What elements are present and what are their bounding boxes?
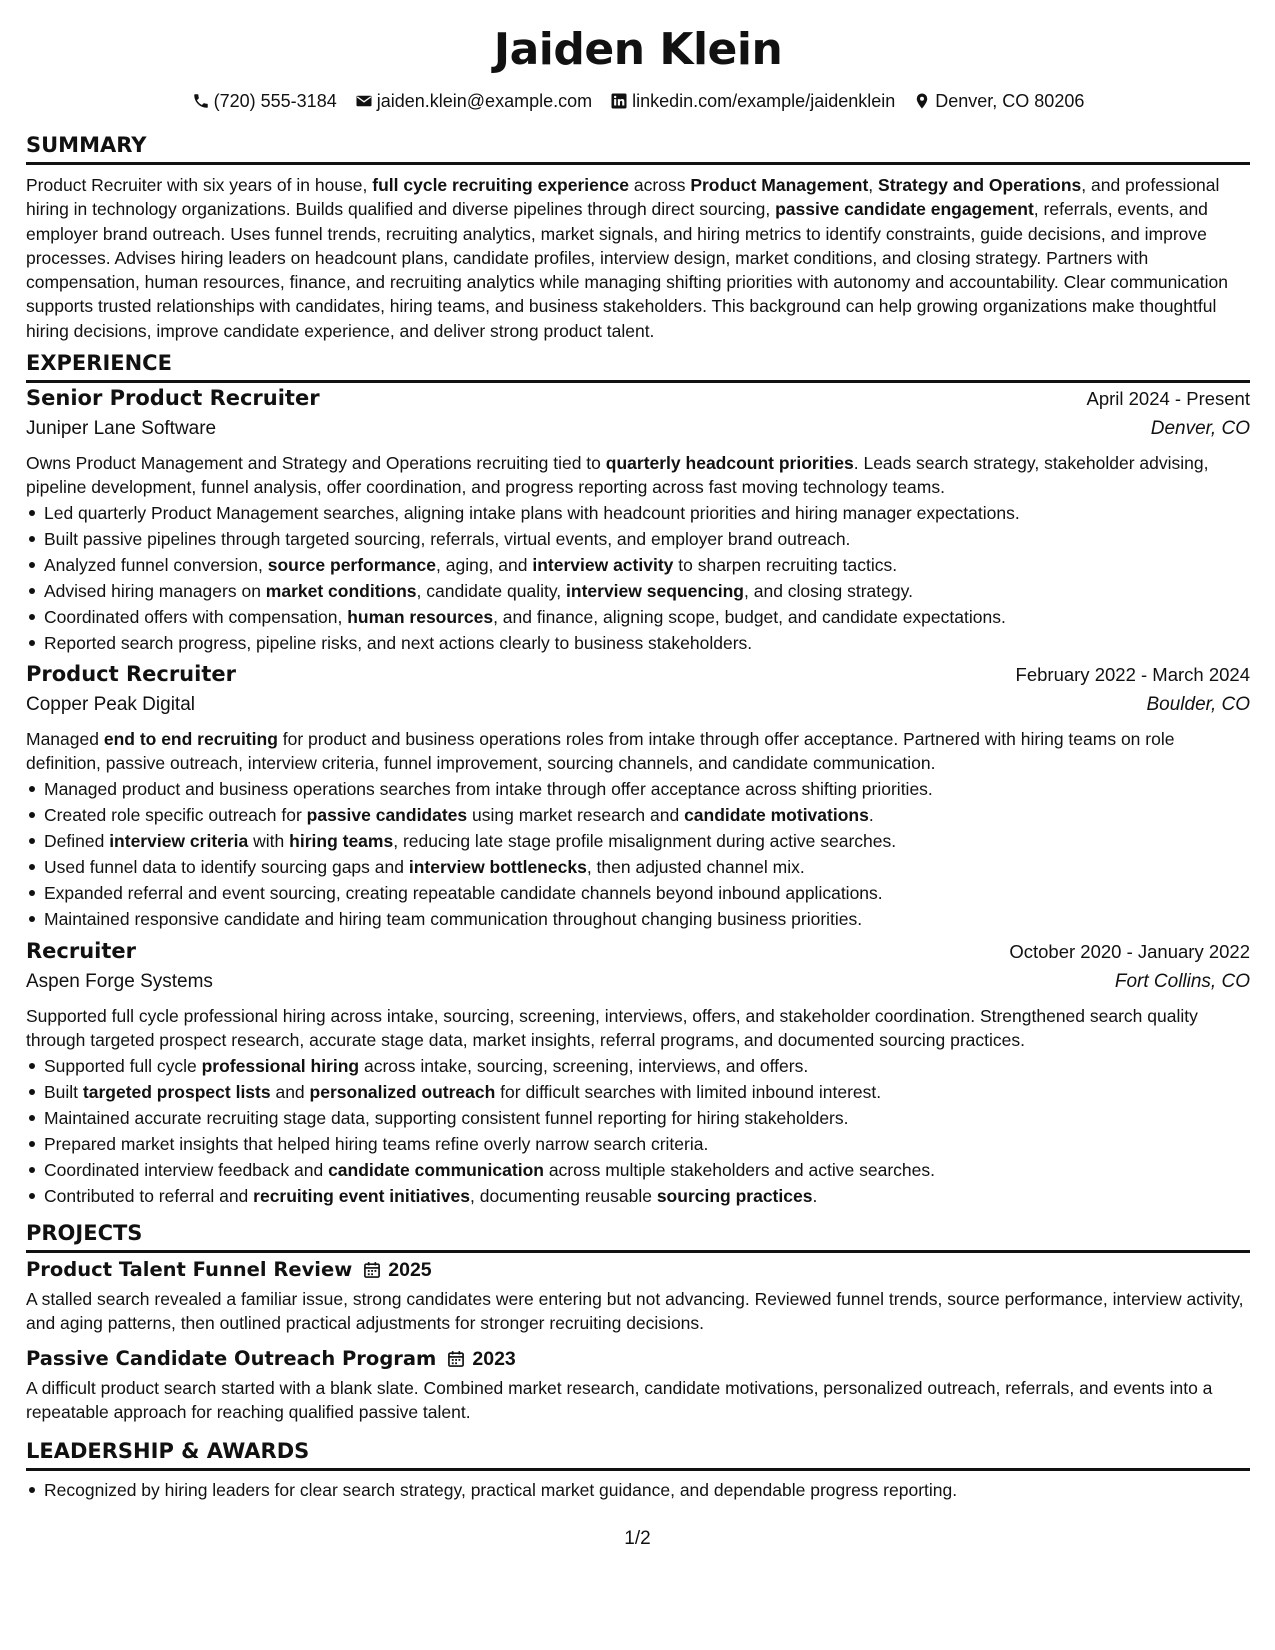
resume-page	[26, 0, 1250, 1500]
section-title-experience: EXPERIENCE	[26, 350, 1250, 383]
candidate-name: Jaiden Klein	[493, 24, 783, 75]
company-name: Juniper Lane Software	[26, 418, 217, 439]
list-item: Used funnel data to identify sourcing gaps and interview bottlenecks, then adjusted channel mix.	[44, 854, 1250, 880]
list-item: Coordinated interview feedback and candidate communication across multiple stakeholders and active searches.	[44, 1157, 1250, 1183]
summary-section	[26, 132, 1250, 343]
list-item: Recognized by hiring leaders for clear search strategy, practical market guidance, and dependable progress reporting.	[44, 1477, 1250, 1503]
list-item: Led quarterly Product Management searches, aligning intake plans with headcount priorities and hiring manager expectations.	[44, 500, 1250, 526]
page-number: 1/2	[624, 1528, 651, 1549]
list-item: Expanded referral and event sourcing, creating repeatable candidate channels beyond inbound applications.	[44, 880, 1250, 906]
list-item: Advised hiring managers on market conditions, candidate quality, interview sequencing, and closing strategy.	[44, 578, 1250, 604]
job-bullets	[26, 776, 1250, 932]
project-title: Product Talent Funnel Review	[26, 1258, 353, 1281]
list-item: Reported search progress, pipeline risks, and next actions clearly to business stakeholders.	[44, 630, 1250, 656]
contact-email[interactable]	[355, 90, 592, 112]
job-title: Senior Product Recruiter	[26, 386, 320, 410]
job-entry	[26, 660, 1250, 932]
list-item: Contributed to referral and recruiting event initiatives, documenting reusable sourcing practices.	[44, 1183, 1250, 1209]
contact-location	[913, 90, 1084, 112]
project-date	[446, 1346, 515, 1372]
section-title-summary: SUMMARY	[26, 132, 1250, 165]
company-name: Copper Peak Digital	[26, 694, 195, 715]
summary-text: Product Recruiter with six years of in house, full cycle recruiting experience across Product Management, Strategy and Operations, and professional hiring in technology organizations. Builds qualified and diverse pipelines through direct sourcing, passive candidate engagement, referrals, events, and employer brand outreach. Uses funnel trends, recruiting analytics, market signals, and hiring metrics to identify constraints, guide decisions, and improve processes. Advises hiring leaders on headcount plans, candidate profiles, interview design, market conditions, and closing strategy. Partners with compensation, human resources, finance, and recruiting analytics while managing shifting priorities with autonomy and accountability. Clear communication supports trusted relationships with candidates, hiring teams, and business stakeholders. This background can help growing organizations make thoughtful hiring decisions, improve candidate experience, and deliver strong product talent.	[26, 175, 1228, 341]
contact-bar	[26, 90, 1250, 112]
linkedin-icon	[610, 92, 628, 110]
job-dates: October 2020 - January 2022	[1009, 941, 1250, 962]
job-bullets	[26, 1053, 1250, 1209]
job-location: Fort Collins, CO	[1114, 971, 1250, 992]
calendar-icon	[362, 1260, 382, 1280]
job-summary: Owns Product Management and Strategy and Operations recruiting tied to quarterly headcount priorities. Leads search strategy, stakeholder advising, pipeline development, funnel analysis, offer coordination, and progress reporting across fast moving technology teams.	[26, 453, 1209, 498]
projects-section	[26, 1220, 1250, 1253]
job-summary: Managed end to end recruiting for product and business operations roles from intake through offer acceptance. Partnered with hiring teams on role definition, passive outreach, interview criteria, funnel improvement, sourcing channels, and candidate communication.	[26, 729, 1175, 774]
job-title: Recruiter	[26, 939, 137, 963]
project-entry	[26, 1257, 1250, 1336]
leadership-bullets	[26, 1477, 1250, 1503]
contact-linkedin-text: linkedin.com/example/jaidenklein	[632, 91, 896, 111]
job-location: Boulder, CO	[1146, 694, 1250, 715]
job-title: Product Recruiter	[26, 662, 236, 686]
project-description: A difficult product search started with a blank slate. Combined market research, candidate motivations, personalized outreach, referrals, and events into a repeatable approach for reaching qualified passive talent.	[26, 1378, 1213, 1423]
job-summary: Supported full cycle professional hiring across intake, sourcing, screening, interviews, offers, and stakeholder coordination. Strengthened search quality through targeted prospect research, accurate stage data, market insights, referral programs, and documented sourcing practices.	[26, 1006, 1198, 1051]
job-dates: April 2024 - Present	[1086, 388, 1250, 409]
contact-location-text: Denver, CO 80206	[935, 91, 1085, 111]
phone-icon	[192, 92, 210, 110]
job-entry	[26, 937, 1250, 1209]
leadership-section	[26, 1438, 1250, 1503]
contact-phone[interactable]	[192, 90, 337, 112]
project-year: 2025	[388, 1259, 432, 1281]
list-item: Created role specific outreach for passive candidates using market research and candidate motivations.	[44, 802, 1250, 828]
project-date	[362, 1257, 431, 1283]
job-entry	[26, 384, 1250, 656]
list-item: Maintained responsive candidate and hiring team communication throughout changing business priorities.	[44, 906, 1250, 932]
list-item: Supported full cycle professional hiring across intake, sourcing, screening, interviews, and offers.	[44, 1053, 1250, 1079]
list-item: Built targeted prospect lists and personalized outreach for difficult searches with limited inbound interest.	[44, 1079, 1250, 1105]
project-title: Passive Candidate Outreach Program	[26, 1347, 437, 1370]
map-pin-icon	[913, 92, 931, 110]
experience-section	[26, 350, 1250, 383]
list-item: Coordinated offers with compensation, human resources, and finance, aligning scope, budget, and candidate expectations.	[44, 604, 1250, 630]
job-bullets	[26, 500, 1250, 656]
list-item: Defined interview criteria with hiring teams, reducing late stage profile misalignment during active searches.	[44, 828, 1250, 854]
job-location: Denver, CO	[1150, 418, 1250, 439]
section-title-leadership: LEADERSHIP & AWARDS	[26, 1438, 1250, 1471]
list-item: Managed product and business operations searches from intake through offer acceptance across shifting priorities.	[44, 776, 1250, 802]
list-item: Prepared market insights that helped hiring teams refine overly narrow search criteria.	[44, 1131, 1250, 1157]
project-entry	[26, 1346, 1250, 1425]
company-name: Aspen Forge Systems	[26, 971, 213, 992]
project-description: A stalled search revealed a familiar issue, strong candidates were entering but not advancing. Reviewed funnel trends, source performance, interview activity, and aging patterns, then outlined practical adjustments for stronger recruiting decisions.	[26, 1289, 1244, 1334]
section-title-projects: PROJECTS	[26, 1220, 1250, 1253]
contact-email-text: jaiden.klein@example.com	[376, 91, 593, 111]
job-dates: February 2022 - March 2024	[1015, 664, 1250, 685]
project-year: 2023	[472, 1348, 516, 1370]
envelope-icon	[355, 92, 373, 110]
list-item: Maintained accurate recruiting stage data, supporting consistent funnel reporting for hiring stakeholders.	[44, 1105, 1250, 1131]
contact-linkedin[interactable]	[610, 90, 895, 112]
list-item: Built passive pipelines through targeted sourcing, referrals, virtual events, and employer brand outreach.	[44, 526, 1250, 552]
contact-phone-text: (720) 555-3184	[213, 91, 337, 111]
calendar-icon	[446, 1349, 466, 1369]
list-item: Analyzed funnel conversion, source performance, aging, and interview activity to sharpen recruiting tactics.	[44, 552, 1250, 578]
